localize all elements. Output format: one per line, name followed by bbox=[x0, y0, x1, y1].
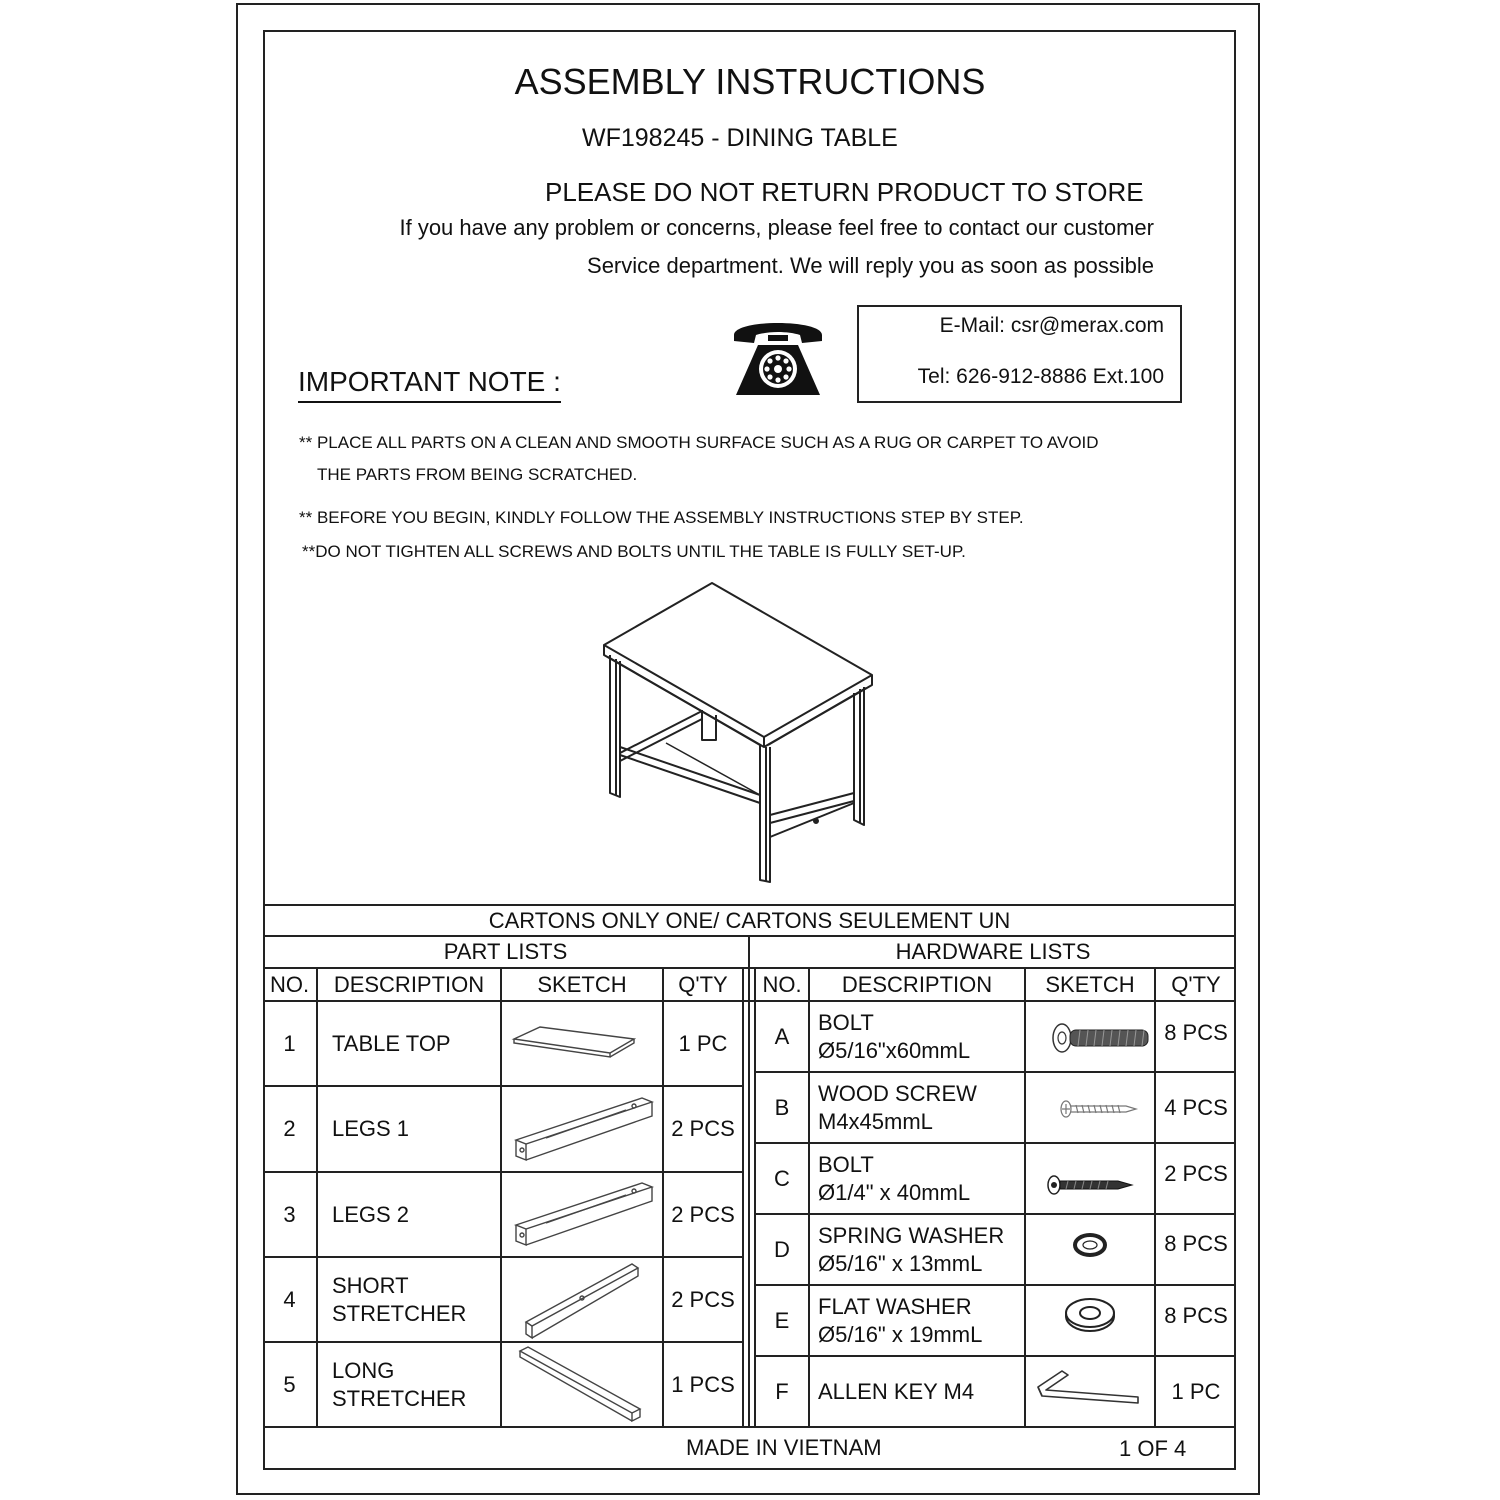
hardware-description-line2: Ø5/16"x60mmL bbox=[818, 1037, 971, 1063]
hardware-no: E bbox=[774, 1307, 790, 1333]
hardware-description-line1: ALLEN KEY M4 bbox=[818, 1378, 975, 1404]
long-stretcher-sketch bbox=[514, 1345, 648, 1425]
hardware-qty: 8 PCS bbox=[1164, 1303, 1228, 1329]
part-description-line1: LEGS 1 bbox=[332, 1116, 410, 1142]
page-number: 1 OF 4 bbox=[1119, 1436, 1187, 1461]
note-1-continued: THE PARTS FROM BEING SCRATCHED. bbox=[317, 465, 638, 484]
hardware-description-line1: SPRING WASHER bbox=[818, 1223, 1005, 1248]
hardware-qty: 1 PC bbox=[1171, 1378, 1221, 1404]
hardware-description-line2: M4x45mmL bbox=[818, 1108, 933, 1134]
part-description-line1: SHORT bbox=[332, 1273, 409, 1298]
hardware-no: F bbox=[775, 1378, 789, 1404]
part-col-rule bbox=[500, 967, 502, 1426]
hardware-description bbox=[810, 1002, 1024, 1071]
note-3: **DO NOT TIGHTEN ALL SCREWS AND BOLTS UNTIL THE TABLE IS FULLY SET-UP. bbox=[302, 542, 966, 561]
hardware-no: B bbox=[774, 1094, 790, 1120]
hardware-col-sketch: SKETCH bbox=[1045, 971, 1135, 997]
part-no: 1 bbox=[283, 1030, 296, 1056]
part-description bbox=[318, 1343, 500, 1426]
part-description-line2: STRETCHER bbox=[332, 1300, 467, 1326]
spring-washer-sketch bbox=[1070, 1230, 1110, 1260]
table-top-sketch bbox=[506, 1015, 656, 1075]
part-no: 2 bbox=[283, 1116, 296, 1142]
allen-key-sketch bbox=[1032, 1365, 1144, 1409]
part-description bbox=[318, 1258, 500, 1341]
hardware-description-line1: FLAT WASHER bbox=[818, 1294, 972, 1319]
hardware-description bbox=[810, 1073, 1024, 1142]
important-note-heading: IMPORTANT NOTE : bbox=[298, 368, 561, 403]
contact-phone: Tel: 626-912-8886 Ext.100 bbox=[917, 365, 1164, 388]
part-description bbox=[318, 1173, 500, 1256]
wood-screw-sketch bbox=[1056, 1096, 1140, 1122]
hardware-qty: 2 PCS bbox=[1164, 1161, 1228, 1187]
hardware-no: A bbox=[774, 1023, 790, 1049]
contact-message-line2: Service department. We will reply you as soon as possible bbox=[587, 253, 1154, 278]
part-col-rule bbox=[742, 967, 744, 1426]
short-stretcher-sketch bbox=[516, 1260, 646, 1340]
hardware-col-description: DESCRIPTION bbox=[841, 971, 993, 997]
hardware-description-line2: Ø1/4" x 40mmL bbox=[818, 1179, 971, 1205]
table-rule-bottom bbox=[263, 1426, 1236, 1428]
part-description-line1: TABLE TOP bbox=[332, 1030, 451, 1056]
contact-email: E-Mail: csr@merax.com bbox=[939, 314, 1164, 337]
part-col-no: NO. bbox=[269, 971, 310, 997]
cartons-heading: CARTONS ONLY ONE/ CARTONS SEULEMENT UN bbox=[488, 907, 1011, 933]
hardware-description-line1: WOOD SCREW bbox=[818, 1081, 977, 1106]
legs-2-sketch bbox=[506, 1177, 660, 1249]
hardware-list-heading: HARDWARE LISTS bbox=[895, 939, 1091, 965]
part-no: 4 bbox=[283, 1286, 296, 1312]
document-title: ASSEMBLY INSTRUCTIONS bbox=[514, 61, 986, 102]
hardware-description bbox=[810, 1286, 1024, 1355]
part-description bbox=[318, 1002, 500, 1085]
hardware-no: C bbox=[774, 1165, 790, 1191]
part-description-line1: LEGS 2 bbox=[332, 1201, 410, 1227]
hardware-qty: 4 PCS bbox=[1164, 1094, 1228, 1120]
part-no: 3 bbox=[283, 1201, 296, 1227]
dining-table-illustration bbox=[590, 575, 890, 895]
hardware-qty: 8 PCS bbox=[1164, 1230, 1228, 1256]
hardware-col-qty: Q'TY bbox=[1171, 971, 1221, 997]
part-qty: 1 PCS bbox=[671, 1371, 735, 1397]
part-description-line1: LONG bbox=[332, 1358, 395, 1383]
contact-message-line1: If you have any problem or concerns, please feel free to contact our customer bbox=[399, 215, 1154, 240]
part-qty: 2 PCS bbox=[671, 1286, 735, 1312]
no-return-notice: PLEASE DO NOT RETURN PRODUCT TO STORE bbox=[545, 177, 1144, 207]
hardware-no: D bbox=[774, 1236, 790, 1262]
hardware-description-line2: Ø5/16" x 19mmL bbox=[818, 1321, 983, 1347]
hardware-description-line2: Ø5/16" x 13mmL bbox=[818, 1250, 983, 1276]
part-qty: 2 PCS bbox=[671, 1201, 735, 1227]
part-description bbox=[318, 1087, 500, 1171]
part-qty: 2 PCS bbox=[671, 1116, 735, 1142]
made-in-label: MADE IN VIETNAM bbox=[686, 1435, 882, 1460]
col-rule-center bbox=[748, 935, 750, 1426]
bolt-40mm-sketch bbox=[1044, 1172, 1136, 1198]
product-subtitle: WF198245 - DINING TABLE bbox=[582, 124, 898, 152]
part-no: 5 bbox=[283, 1371, 296, 1397]
hardware-description-line1: BOLT bbox=[818, 1010, 874, 1035]
note-2: ** BEFORE YOU BEGIN, KINDLY FOLLOW THE ASSEMBLY INSTRUCTIONS STEP BY STEP. bbox=[299, 508, 1024, 527]
hardware-description bbox=[810, 1215, 1024, 1284]
telephone-icon bbox=[728, 313, 828, 399]
hardware-qty: 8 PCS bbox=[1164, 1020, 1228, 1046]
hardware-description bbox=[810, 1357, 1024, 1426]
part-col-description: DESCRIPTION bbox=[333, 971, 485, 997]
part-col-qty: Q'TY bbox=[678, 971, 728, 997]
part-qty: 1 PC bbox=[678, 1030, 728, 1056]
part-list-heading: PART LISTS bbox=[443, 939, 568, 965]
hardware-description bbox=[810, 1144, 1024, 1213]
hardware-col-no: NO. bbox=[762, 971, 802, 997]
hardware-description-line1: BOLT bbox=[818, 1152, 874, 1177]
note-1: ** PLACE ALL PARTS ON A CLEAN AND SMOOTH SURFACE SUCH AS A RUG OR CARPET TO AVOID bbox=[299, 433, 1099, 452]
legs-1-sketch bbox=[506, 1092, 660, 1164]
hardware-col-rule bbox=[1024, 967, 1026, 1426]
part-description-line2: STRETCHER bbox=[332, 1385, 467, 1411]
part-col-sketch: SKETCH bbox=[537, 971, 627, 997]
flat-washer-sketch bbox=[1062, 1296, 1118, 1334]
bolt-60mm-sketch bbox=[1046, 1018, 1152, 1058]
